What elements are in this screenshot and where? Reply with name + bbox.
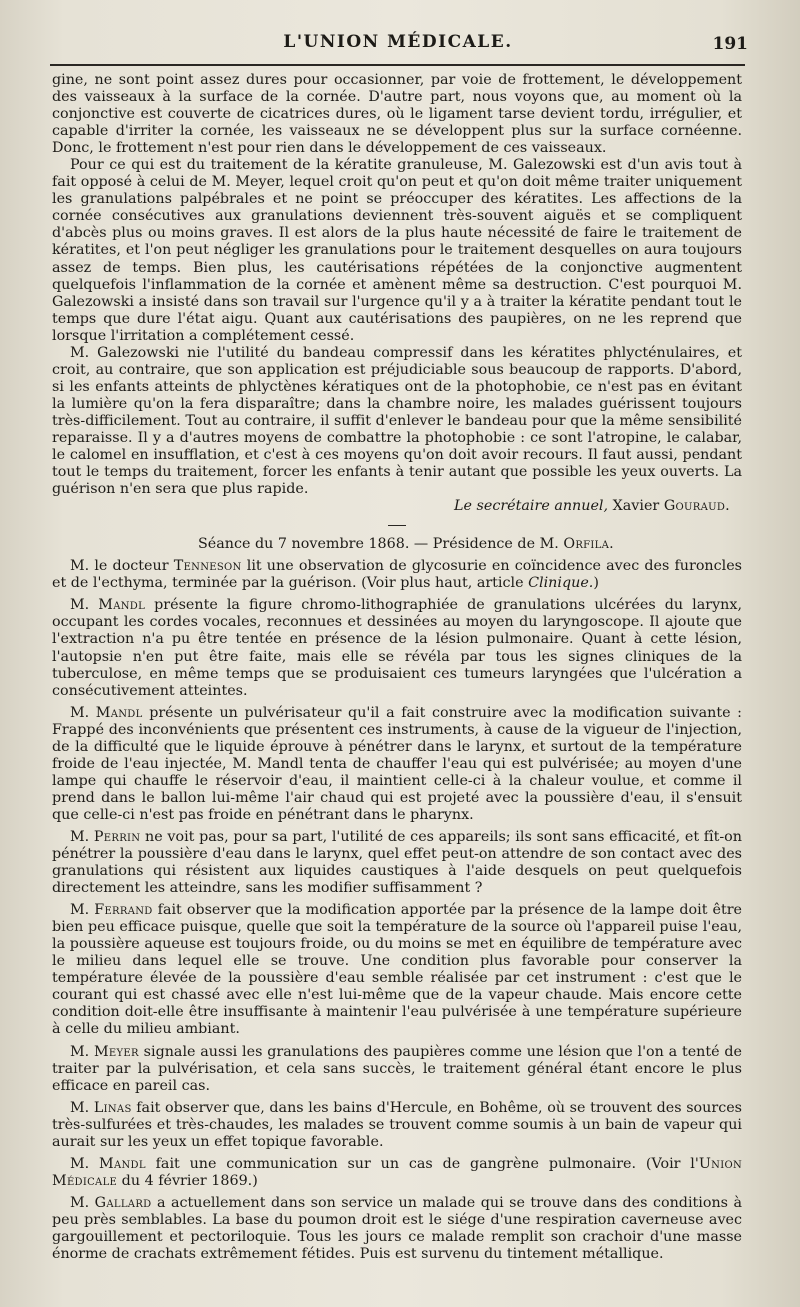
gallard-text: a actuellement dans son service un malade qui se trouve dans des conditions à peu près semblables. La base du poumon droit est le siége d'une respiration caverneuse avec gargouillement et pectoriloquie. Tous les jours ce malade remplit son crachoir d'une masse énorme de crachats extrêmement fétides. Puis est survenu du tintement métallique. bbox=[52, 1194, 742, 1263]
signature-first-name: Xavier bbox=[612, 498, 660, 515]
paragraph-meyer bbox=[52, 1044, 742, 1095]
speaker-perrin: Perrin bbox=[93, 828, 141, 845]
signature-last-name: Gouraud. bbox=[663, 498, 730, 515]
session-heading bbox=[52, 536, 742, 553]
meyer-text: signale aussi les granulations des paupières comme une lésion que l'on a tenté de traiter par la pulvérisation, et cela sans succès, le traitement général étant encore le plus efficace en pareil cas. bbox=[52, 1043, 742, 1094]
paragraph-continuation: gine, ne sont point assez dures pour occasionner, par voie de frottement, le développement des vaisseaux à la surface de la cornée. D'autre part, nous voyons que, au moment où la conjonctive est couverte de cicatrices dures, où le ligament tarse devient tordu, irrégulier, et capable d'irriter la cornée, les vaisseaux ne se développent plus sur la surface cornéenne. Donc, le frottement n'est pour rien dans le développement de ces vaisseaux. bbox=[52, 72, 742, 157]
speaker-prefix: M. bbox=[70, 902, 90, 919]
speaker-prefix: M. bbox=[70, 1043, 90, 1060]
perrin-text: ne voit pas, pour sa part, l'utilité de ces appareils; ils sont sans efficacité, et fît-on pénétrer la poussière d'eau dans le larynx, quel effet peut-on attendre de son contact avec des granulations qui résistent aux liquides caustiques à l'aide desquels on peut quelquefois directement les atteindre, sans les modifier suffisamment ? bbox=[52, 828, 742, 897]
speaker-prefix: M. bbox=[70, 1155, 90, 1172]
speaker-ferrand: Ferrand bbox=[94, 902, 153, 919]
header-rule bbox=[50, 64, 745, 66]
page-header bbox=[48, 30, 748, 60]
paragraph-mandl-figure bbox=[52, 597, 742, 699]
speaker-mandl: Mandl bbox=[95, 704, 143, 721]
speaker-prefix: M. bbox=[70, 828, 90, 845]
paragraph-mandl-gangrene bbox=[52, 1156, 742, 1190]
tenneson-close: ) bbox=[593, 575, 599, 592]
paragraph-bandeau: M. Galezowski nie l'utilité du bandeau compressif dans les kératites phlycténulaires, et croit, au contraire, que son application est préjudiciable sous beaucoup de rapports. D'abord, si les enfants atteints de phlyctènes kératiques ont de la photophobie, ce n'est pas en évitant la lumière qu'on la fera disparaître; dans la chambre noire, les malades guérissent toujours très-difficilement. Tout au contraire, il suffit d'enlever le bandeau pour que la même sensibilité reparaisse. Il y a d'autres moyens de combattre la photophobie : ce sont l'atropine, le calabar, le calomel en insufflation, et c'est à ces moyens qu'on doit avoir recours. Il faut aussi, pendant tout le temps du traitement, forcer les enfants à tenir autant que possible les yeux ouverts. La guérison n'en sera que plus rapide. bbox=[52, 344, 742, 498]
tenneson-reference: Clinique. bbox=[528, 575, 594, 592]
body-text bbox=[52, 72, 742, 1263]
speaker-prefix: M. bbox=[70, 597, 90, 614]
session-title: Séance du 7 novembre 1868. — Présidence de M. bbox=[198, 536, 559, 553]
running-title: L'UNION MÉDICALE. bbox=[283, 32, 513, 52]
session-president: Orfila. bbox=[563, 536, 614, 553]
speaker-mandl: Mandl bbox=[98, 597, 146, 614]
mandl-gangrene-text: fait une communication sur un cas de gangrène pulmonaire. (Voir l' bbox=[155, 1155, 699, 1172]
page-number: 191 bbox=[712, 34, 748, 54]
speaker-meyer: Meyer bbox=[93, 1043, 139, 1060]
paragraph-ferrand bbox=[52, 902, 742, 1038]
ferrand-text: fait observer que la modification apportée par la présence de la lampe doit être bien peu efficace puisque, quelle que soit la température de la source où l'appareil puise l'eau, la poussière aqueuse est toujours froide, ou du moins se met en équilibre de température avec le milieu dans lequel elle se trouve. Une condition plus favorable pour conserver la température élevée de la poussière d'eau semble réalisée par cet instrument : c'est que le courant qui est chassé avec elle n'est lui-même que de la vapeur chaude. Mais encore cette condition doit-elle être insuffisante à maintenir l'eau pulvérisée à une température supérieure à celle du milieu ambiant. bbox=[52, 902, 743, 1038]
speaker-prefix: M. bbox=[70, 1099, 90, 1116]
paragraph-mandl-pulverisateur bbox=[52, 705, 742, 824]
mandl-gangrene-date: du 4 février 1869.) bbox=[121, 1172, 258, 1189]
paragraph-gallard bbox=[52, 1195, 742, 1263]
tenneson-text: lit une observation de glycosurie en coïncidence avec des furoncles et de l'ecthyma, terminée par la guérison. (Voir plus haut, article bbox=[52, 558, 743, 592]
linas-text: fait observer que, dans les bains d'Hercule, en Bohême, où se trouvent des sources très-sulfurées et très-chaudes, les malades se trouvent comme soumis à un bain de vapeur qui aurait sur les yeux un effet topique favorable. bbox=[52, 1099, 743, 1150]
tenneson-lead: M. le docteur bbox=[70, 558, 169, 575]
speaker-linas: Linas bbox=[93, 1099, 132, 1116]
speaker-mandl: Mandl bbox=[99, 1155, 146, 1172]
speaker-gallard: Gallard bbox=[94, 1194, 152, 1211]
journal-reference: Union Médicale bbox=[52, 1155, 743, 1189]
paragraph-tenneson bbox=[52, 558, 742, 592]
mandl-figure-text: présente la figure chromo-lithographiée de granulations ulcérées du larynx, occupant les cordes vocales, reconnues et dessinées au moyen du laryngoscope. Il ajoute que l'extraction n'a pu être tentée en présence de la lésion pulmonaire. Quant à cette lésion, l'autopsie n'en put être faite, mais elle se révéla par tous les signes cliniques de la tuberculose, en même temps que se produisaient ces tumeurs laryngées que l'ulcération a consécutivement atteintes. bbox=[52, 597, 743, 699]
signature-role: Le secrétaire annuel, bbox=[454, 498, 609, 515]
section-separator bbox=[388, 525, 406, 526]
mandl-pulverisateur-text: présente un pulvérisateur qu'il a fait construire avec la modification suivante : Frappé des inconvénients que présentent ces instruments, à cause de la vigueur de l'injection, de la difficulté que le liquide éprouve à pénétrer dans le larynx, et surtout de la température froide de l'eau injectée, M. Mandl tenta de chauffer l'eau qui est pulvérisée; au moyen d'une lampe qui chauffe le réservoir d'eau, il maintient celle-ci à la chaleur voulue, et comme il prend dans le ballon lui-même l'air chaud qui est projeté avec la poussière d'eau, il s'ensuit que celle-ci n'est pas froide en pénétrant dans le pharynx. bbox=[52, 704, 742, 823]
signature bbox=[52, 498, 742, 515]
speaker-tenneson: Tenneson bbox=[173, 558, 242, 575]
speaker-prefix: M. bbox=[70, 704, 90, 721]
paragraph-keratite-treatment: Pour ce qui est du traitement de la kératite granuleuse, M. Galezowski est d'un avis tout à fait opposé à celui de M. Meyer, lequel croit qu'on peut et qu'on doit même traiter uniquement les granulations palpébrales et ne point se préoccuper des kératites. Les affections de la cornée consécutives aux granulations deviennent très-souvent aiguës et se compliquent d'abcès plus ou moins graves. Il est alors de la plus haute nécessité de faire le traitement de kératites, et l'on peut négliger les granulations pour le traitement desquelles on aura toujours assez de temps. Bien plus, les cautérisations répétées de la conjonctive augmentent quelquefois l'inflammation de la cornée et amènent même sa destruction. C'est pourquoi M. Galezowski a insisté dans son travail sur l'urgence qu'il y a à traiter la kératite pendant tout le temps que dure l'état aigu. Quant aux cautérisations des paupières, on ne les reprend que lorsque l'irritation a complétement cessé. bbox=[52, 157, 742, 344]
speaker-prefix: M. bbox=[70, 1194, 90, 1211]
paragraph-perrin bbox=[52, 829, 742, 897]
paragraph-linas bbox=[52, 1100, 742, 1151]
